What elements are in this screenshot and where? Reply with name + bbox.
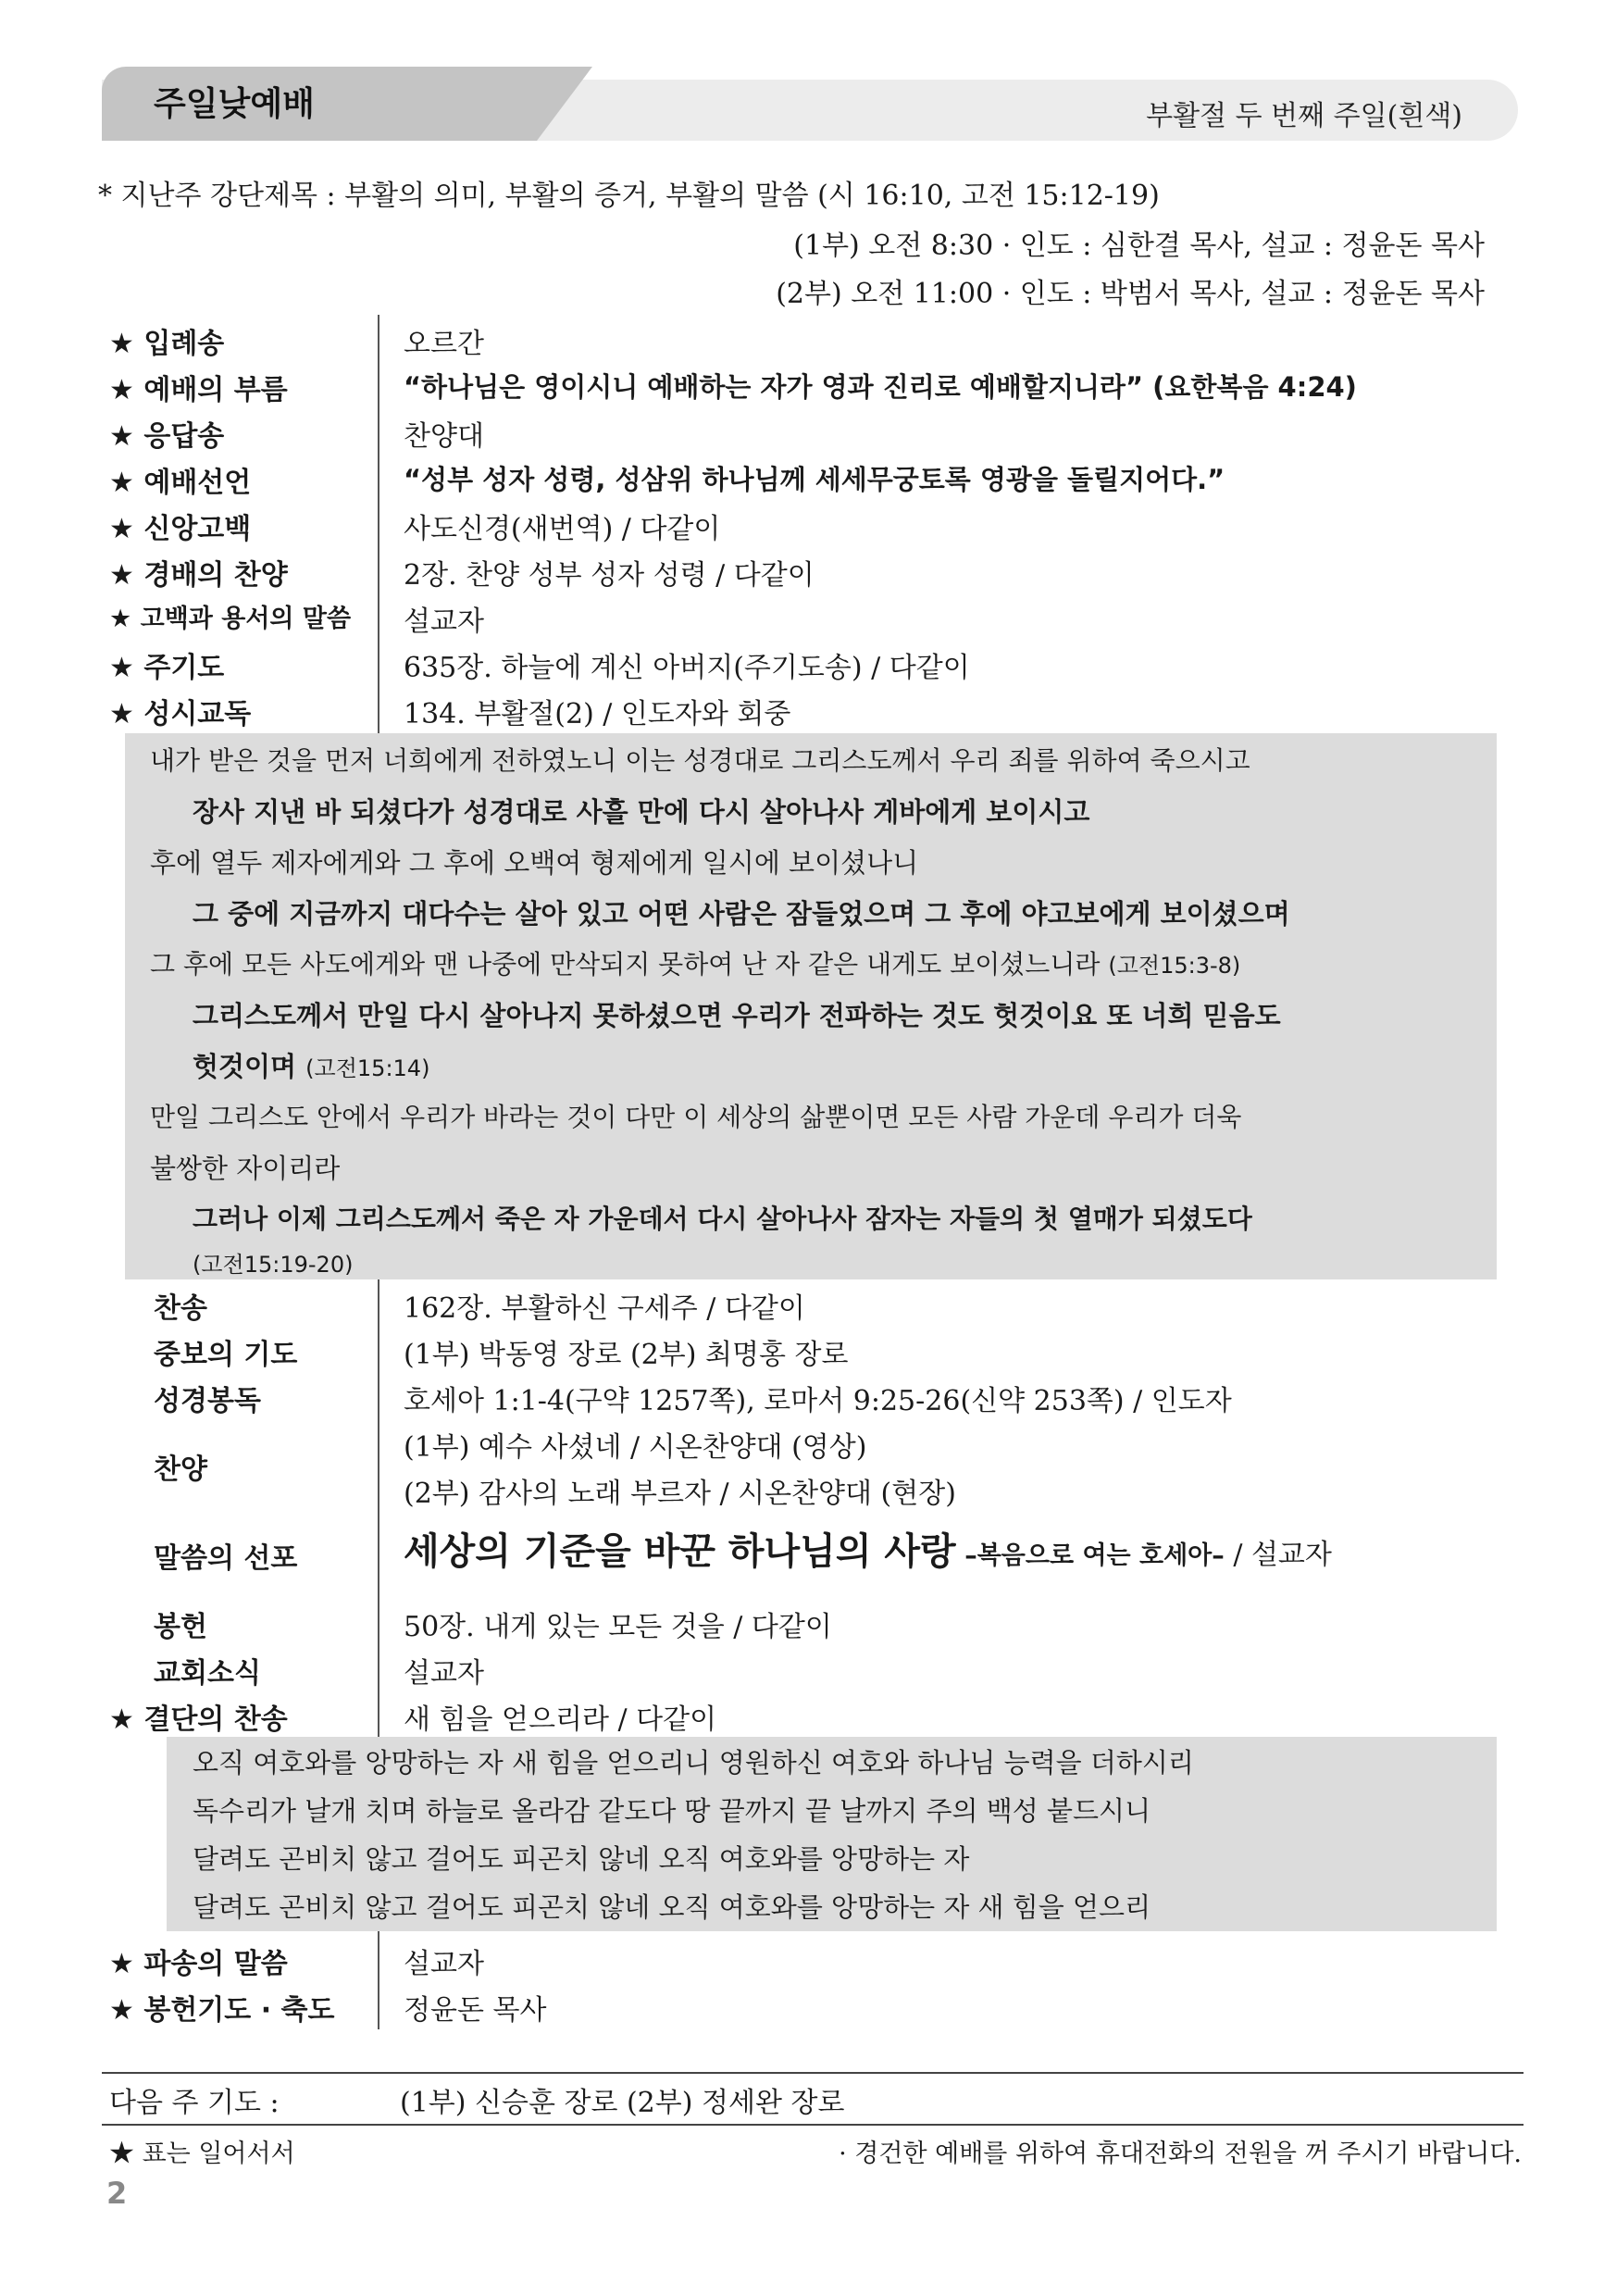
order-value: 새 힘을 얻으리라 / 다같이 — [404, 1703, 717, 1736]
order-value: 오르간 — [404, 328, 484, 360]
sermon-subtitle: –복음으로 여는 호세아– — [964, 1541, 1225, 1570]
order-row-call-to-worship — [109, 361, 1498, 407]
reading-text: 헛것이며 — [193, 1051, 297, 1082]
order-key: ★ 예배의 부름 — [109, 374, 288, 406]
order-value: 635장. 하늘에 계신 아버지(주기도송) / 다같이 — [404, 652, 970, 684]
order-value: “하나님은 영이시니 예배하는 자가 영과 진리로 예배할지니라” (요한복음 4:24) — [404, 371, 1357, 403]
order-row-response — [109, 407, 1498, 454]
order-key: 봉헌 — [154, 1611, 207, 1643]
section-header — [102, 67, 1518, 144]
lyric-line: 달려도 곤비치 않고 걸어도 피곤치 않네 오직 여호와를 앙망하는 자 새 힘을 얻으리 — [193, 1891, 1151, 1923]
reading-line — [193, 1046, 429, 1084]
order-value: (1부) 박동영 장로 (2부) 최명홍 장로 — [404, 1339, 849, 1371]
order-key: 교회소식 — [154, 1657, 261, 1690]
lyric-line: 달려도 곤비치 않고 걸어도 피곤치 않네 오직 여호와를 앙망하는 자 — [193, 1843, 970, 1875]
order-row-praise — [109, 546, 1498, 593]
order-key: 말씀의 선포 — [154, 1542, 298, 1575]
order-key: 찬양 — [154, 1454, 207, 1486]
next-week-prayer-label: 다음 주 기도 : — [109, 2087, 280, 2119]
lyric-line: 오직 여호와를 앙망하는 자 새 힘을 얻으리니 영원하신 여호와 하나님 능력을 더하시리 — [193, 1747, 1194, 1778]
order-value: 162장. 부활하신 구세주 / 다같이 — [404, 1292, 805, 1325]
order-key: ★ 결단의 찬송 — [109, 1703, 288, 1736]
order-row-creed — [109, 500, 1498, 546]
order-row-sending — [109, 1935, 1498, 1981]
order-key: 성경봉독 — [154, 1385, 261, 1417]
order-key: ★ 신앙고백 — [109, 513, 252, 545]
order-key: ★ 응답송 — [109, 420, 225, 453]
reading-line: 내가 받은 것을 먼저 너희에게 전하였노니 이는 성경대로 그리스도께서 우리 죄를 위하여 죽으시고 — [150, 745, 1250, 776]
scripture-reference: (고전15:14) — [305, 1055, 430, 1081]
reading-line: 그러나 이제 그리스도께서 죽은 자 가운데서 다시 살아나사 잠자는 자들의 첫 열매가 되셨도다 — [193, 1204, 1252, 1234]
reading-line: 그리스도께서 만일 다시 살아나지 못하셨으면 우리가 전파하는 것도 헛것이요 또 너희 믿음도 — [193, 1000, 1281, 1031]
reading-line — [193, 1246, 353, 1279]
order-row-scripture — [109, 1372, 1498, 1418]
reading-line — [150, 944, 1240, 981]
order-value: 2장. 찬양 성부 성자 성령 / 다같이 — [404, 559, 815, 592]
order-row-responsive-reading — [109, 685, 1498, 731]
previous-sermon-title: * 지난주 강단제목 : 부활의 의미, 부활의 증거, 부활의 말씀 (시 16:10, 고전 15:12-19) — [98, 180, 1160, 212]
order-key: ★ 파송의 말씀 — [109, 1948, 288, 1980]
footer-divider-bottom — [102, 2124, 1524, 2126]
order-key: ★ 성시교독 — [109, 698, 252, 730]
order-row-hymn — [109, 1279, 1498, 1326]
order-value: 134. 부활절(2) / 인도자와 회중 — [404, 698, 791, 730]
sunday-subtitle: 부활절 두 번째 주일(흰색) — [1146, 100, 1462, 132]
order-value: 찬양대 — [404, 420, 484, 453]
order-row-lords-prayer — [109, 639, 1498, 685]
sermon-by: / 설교자 — [1233, 1539, 1332, 1571]
order-value: 사도신경(새번역) / 다같이 — [404, 513, 721, 545]
order-key: 찬송 — [154, 1292, 207, 1325]
section-title: 주일낮예배 — [154, 85, 315, 123]
order-value: 설교자 — [404, 1657, 484, 1690]
order-row-closing-hymn — [109, 1691, 1498, 1737]
sermon-title: 세상의 기준을 바꾼 하나님의 사랑 — [404, 1530, 956, 1573]
order-value: 설교자 — [404, 605, 484, 638]
reading-line: 만일 그리스도 안에서 우리가 바라는 것이 다만 이 세상의 삶뿐이면 모든 사람 가운데 우리가 더욱 — [150, 1102, 1242, 1132]
order-value: 설교자 — [404, 1948, 484, 1980]
order-row-confession — [109, 593, 1498, 639]
scripture-reference: (고전15:19-20) — [193, 1252, 354, 1278]
page-number: 2 — [106, 2176, 128, 2211]
reading-line: 후에 열두 제자에게와 그 후에 오백여 형제에게 일시에 보이셨나니 — [150, 847, 919, 879]
order-key: ★ 예배선언 — [109, 467, 252, 499]
order-value: 호세아 1:1-4(구약 1257쪽), 로마서 9:25-26(신약 253쪽) / 인도자 — [404, 1385, 1232, 1417]
order-value: (1부) 예수 사셨네 / 시온찬양대 (영상) — [404, 1431, 867, 1464]
order-key: ★ 고백과 용서의 말씀 — [109, 605, 352, 633]
order-row-intercession — [109, 1326, 1498, 1372]
order-row-benediction — [109, 1981, 1498, 2028]
reading-line: 불쌍한 자이리라 — [150, 1153, 341, 1184]
reading-line: 그 중에 지금까지 대다수는 살아 있고 어떤 사람은 잠들었으며 그 후에 야고보에게 보이셨으며 — [193, 898, 1290, 930]
standing-note: ★ 표는 일어서서 — [109, 2140, 295, 2168]
order-key: ★ 봉헌기도 · 축도 — [109, 1994, 335, 2027]
reading-text: 그 후에 모든 사도에게와 맨 나중에 만삭되지 못하여 난 자 같은 내게도 보이셨느니라 — [150, 949, 1101, 980]
scripture-reference: (고전15:3-8) — [1108, 953, 1241, 979]
order-key: ★ 경배의 찬양 — [109, 559, 288, 592]
order-key: 중보의 기도 — [154, 1339, 298, 1371]
lyric-line: 독수리가 날개 치며 하늘로 올라감 같도다 땅 끝까지 끝 날까지 주의 백성 붙드시니 — [193, 1795, 1151, 1827]
order-row-declaration — [109, 454, 1498, 500]
order-key: ★ 입례송 — [109, 328, 225, 360]
order-row-anthem — [109, 1418, 1498, 1511]
service-1-info: (1부) 오전 8:30 · 인도 : 심한결 목사, 설교 : 정윤돈 목사 — [793, 230, 1485, 262]
order-value: (2부) 감사의 노래 부르자 / 시온찬양대 (현장) — [404, 1478, 956, 1510]
order-key: ★ 주기도 — [109, 652, 225, 684]
next-week-prayer-value: (1부) 신승훈 장로 (2부) 정세완 장로 — [400, 2087, 845, 2119]
reading-line: 장사 지낸 바 되셨다가 성경대로 사흘 만에 다시 살아나사 게바에게 보이시고 — [193, 796, 1090, 828]
order-row-offering — [109, 1598, 1498, 1644]
order-row-church-news — [109, 1644, 1498, 1691]
order-row-processional — [109, 315, 1498, 361]
service-2-info: (2부) 오전 11:00 · 인도 : 박범서 목사, 설교 : 정윤돈 목사 — [776, 278, 1485, 310]
order-value: 50장. 내게 있는 모든 것을 / 다같이 — [404, 1611, 832, 1643]
phone-notice: · 경건한 예배를 위하여 휴대전화의 전원을 꺼 주시기 바랍니다. — [839, 2140, 1522, 2168]
order-value: 정윤돈 목사 — [404, 1994, 547, 2027]
footer-divider-top — [102, 2072, 1524, 2074]
order-row-sermon — [109, 1518, 1498, 1583]
sermon-value — [404, 1522, 1332, 1575]
order-value: “성부 성자 성령, 성삼위 하나님께 세세무궁토록 영광을 돌릴지어다.” — [404, 464, 1225, 495]
